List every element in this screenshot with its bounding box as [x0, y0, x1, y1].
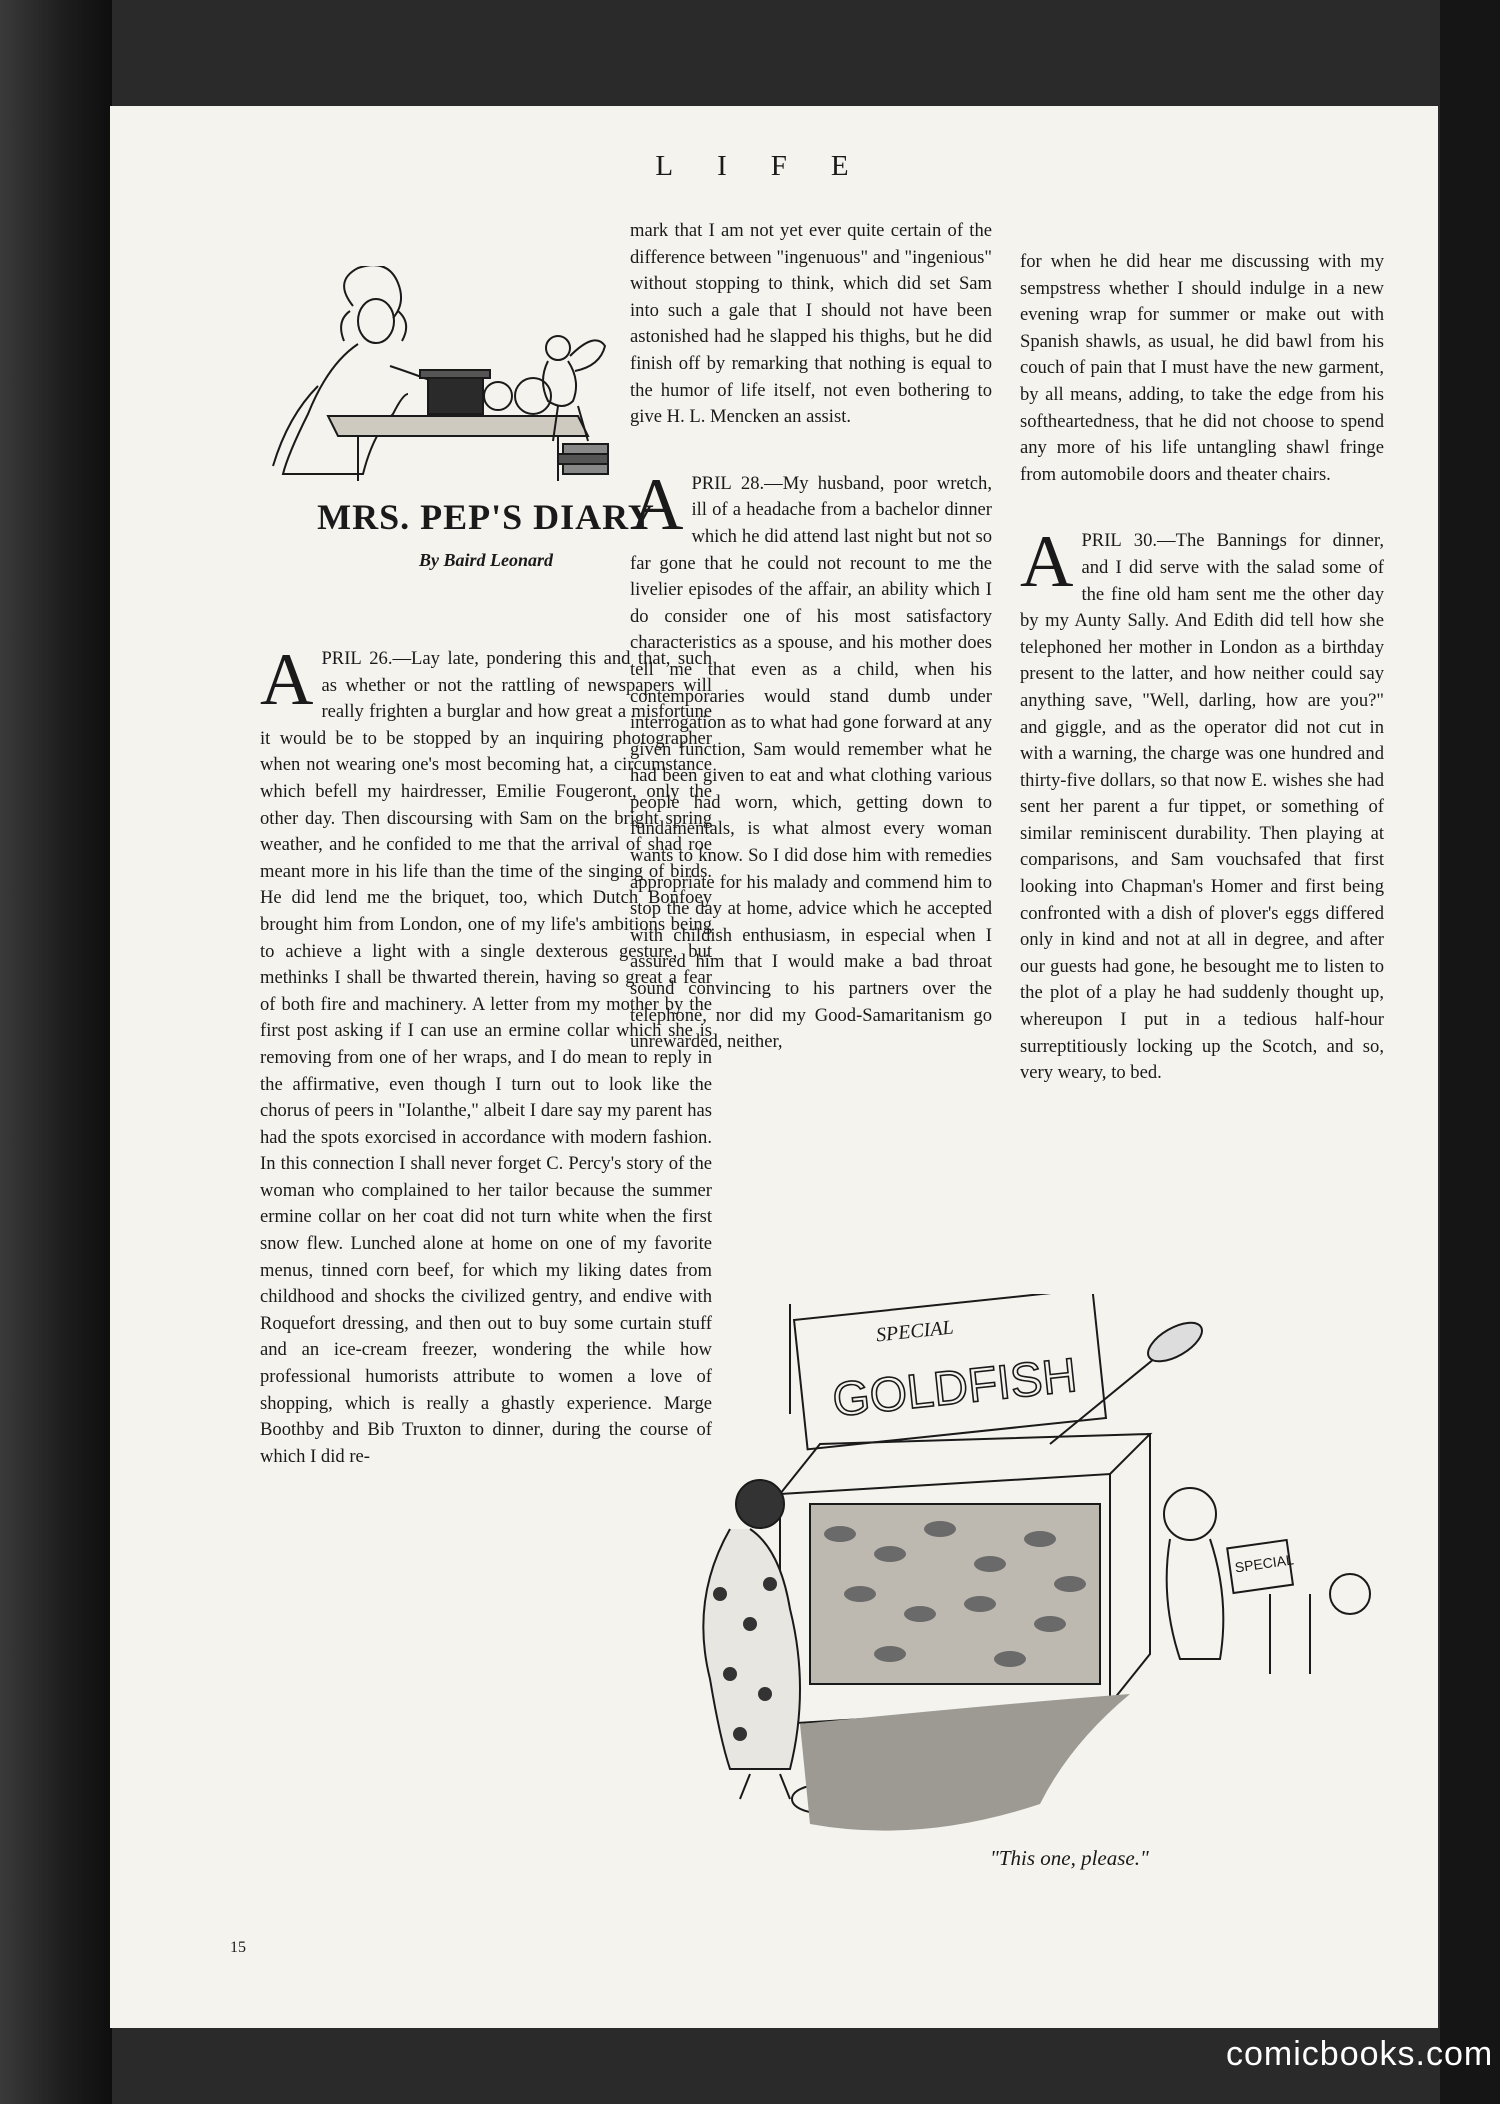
- magazine-header: LIFE: [655, 150, 893, 182]
- continued-paragraph: for when he did hear me discussing with my sempstress whether I should indulge in a new evening wrap for summer or make out with Spanish shawls, as usual, he did bawl from his couch of pain that I must have the new garment, by all means, adding, to take the edge from his softheartedness, that he did not choose to spend any more of his life untangling shawl fringe from automobile doors and theater chairs.: [1020, 251, 1384, 485]
- continued-paragraph: mark that I am not yet ever quite certain of the difference between "ingenuous" and "ingenious" without stopping to think, which did set Sam into such a gale that I should not have been astonished had he slapped his thighs, but he did finish off by remarking that nothing is equal to the humor of life itself, not even bothering to give H. L. Mencken an assist.: [630, 220, 992, 428]
- sign-special-text: SPECIAL: [874, 1316, 955, 1347]
- scan-border-right: [1440, 0, 1500, 2104]
- entry-lead-in: PRIL: [691, 472, 732, 494]
- magazine-page: [110, 106, 1438, 2028]
- page-number: 15: [230, 1939, 246, 1956]
- drop-cap: A: [630, 463, 684, 546]
- scan-border-left: [0, 0, 112, 2104]
- article-byline: By Baird Leonard: [418, 550, 553, 570]
- article-title: MRS. PEP'S DIARY: [317, 497, 655, 537]
- entry-april-28: [630, 463, 992, 1056]
- small-sign-text: SPECIAL: [1233, 1551, 1295, 1576]
- entry-text: 28.—My husband, poor wretch, ill of a headache from a bachelor dinner which he did attend last night but not so far gone that he could not recount to me the livelier episodes of the affair, an ability which I do consider one of his most satisfactory characteristics as a spouse, and his mother does tell me that even as a child, when his contemporaries would stand dumb under interrogation as to what had gone forward at any given function, Sam would remember what he had been given to eat and what clothing various people had worn, which, getting down to fundamentals, is what almost every woman wants to know. So I did dose him with remedies appropriate for his malady and commend him to stop the day at home, advice which he accepted with childish enthusiasm, in especial when I assured him that I would make a bad throat sound convincing to his partners over the telephone, nor did my Good-Samaritanism go unrewarded, neither,: [630, 472, 992, 1053]
- drop-cap: A: [1020, 521, 1074, 604]
- site-watermark: comicbooks.com: [1226, 2035, 1494, 2073]
- entry-lead-in: PRIL: [321, 648, 362, 669]
- cartoon-caption: "This one, please.": [990, 1846, 1149, 1870]
- typewriter-illustration: [258, 266, 618, 486]
- drop-cap: A: [260, 639, 314, 721]
- entry-text: 30.—The Bannings for dinner, and I did serve with the salad some of the fine old ham sent me the other day by my Aunty Sally. And Edith did tell how she telephoned her mother in London as a birthday present to the latter, and how neither could say anything save, "Well, darling, how are you?" and giggle, and as the operator did not cut in with a warning, the charge was one hundred and thirty-five dollars, so that now E. wishes she had sent her parent a fur tippet, or something of similar reminiscent durability. Then playing at comparisons, and Sam vouchsafed that first looking into Chapman's Homer and first being confronted with a dish of plover's eggs differed only in kind and not at all in degree, and after our guests had gone, he besought me to listen to the plot of a play he had suddenly thought up, whereupon I put in a tedious half-hour surreptitiously locking up the Scotch, and so, very weary, to bed.: [1020, 530, 1384, 1084]
- text-column-3: [1020, 249, 1384, 1087]
- entry-lead-in: PRIL: [1081, 530, 1122, 552]
- entry-april-30: [1020, 521, 1384, 1086]
- text-column-2: [630, 218, 992, 1056]
- entry-text: 26.—Lay late, pondering this and that, such as whether or not the rattling of newspapers will really frighten a burglar and how great a misfortune it would be to be stopped by an inquiring photographer when not wearing one's most becoming hat, a circumstance which befell my hairdresser, Emilie Fougeront, only the other day. Then discoursing with Sam on the bright spring weather, and he confided to me that the arrival of shad roe meant more in his life than the time of the singing of birds. He did lend me the briquet, too, which Dutch Bonfoey brought him from London, one of my life's ambitions being to achieve a light with a single dexterous gesture, but methinks I shall be thwarted therein, having so great a fear of both fire and machinery. A letter from my mother by the first post asking if I can use an ermine collar which she is removing from one of her wraps, and I do mean to reply in the affirmative, even though I turn out to look like the chorus of peers in "Iolanthe," albeit I dare say my parent has had the spots exorcised in accordance with modern fashion. In this connection I shall never forget C. Percy's story of the woman who complained to her tailor because the summer ermine collar on her coat did not turn white when the first snow flew. Lunched alone at home on one of my favorite menus, tinned corn beef, for which my liking dates from childhood and shocks the civilized gentry, and endive with Roquefort dressing, and then out to buy some curtain stuff and an ice-cream freezer, wondering the while how professional humorists attribute to women a love of shopping, which is really a ghastly experience. Marge Boothby and Bib Truxton to dinner, during the course of which I did re-: [260, 648, 712, 1467]
- goldfish-cartoon: [670, 1294, 1410, 1854]
- sign-goldfish-text: GOLDFISH: [829, 1348, 1080, 1428]
